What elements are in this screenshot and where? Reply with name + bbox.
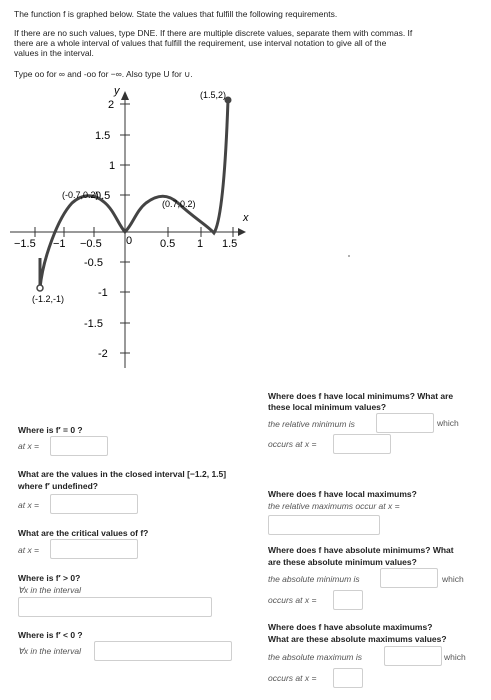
problem-line-1: The function f is graphed below. State the values that fulfill the following requirements. (14, 9, 338, 19)
q-critical-at: at x = (18, 545, 40, 555)
function-graph (0, 78, 260, 378)
q-abs-min-title-1: Where does f have absolute minimums? What (268, 545, 454, 555)
x-tick-label: 1.5 (222, 238, 238, 250)
y-tick-label: 2 (108, 99, 115, 111)
abs-max-x-input[interactable] (333, 668, 363, 688)
y-tick-label: -1 (98, 287, 108, 299)
point-label: (1.5,2) (200, 90, 227, 100)
problem-line-3: there are a whole interval of values that fulfill the requirement, use interval notation to give all of the (14, 38, 387, 48)
x-tick-label: −1.5 (14, 238, 36, 250)
q-local-min-title-2: these local minimum values? (268, 402, 387, 412)
decreasing-input[interactable] (94, 641, 232, 661)
y-tick-label: -1.5 (84, 318, 103, 330)
abs-min-x-input[interactable] (333, 590, 363, 610)
problem-line-4: values in the interval. (14, 48, 94, 58)
abs-max-value-input[interactable] (384, 646, 442, 666)
x-tick-label: 0 (126, 235, 133, 247)
point-label: (-1.2,-1) (32, 294, 65, 304)
x-tick-label: 1 (197, 238, 204, 250)
q-local-min-line: the relative minimum is (268, 419, 355, 429)
x-tick-label: −1 (53, 238, 66, 250)
local-max-input[interactable] (268, 515, 380, 535)
fprime-zero-input[interactable] (50, 436, 108, 456)
q-abs-min-title-2: are these absolute minimum values? (268, 557, 417, 567)
q-local-max-line: the relative maximums occur at x = (268, 501, 400, 511)
q-abs-min-which: which (442, 574, 464, 584)
type-hint: Type oo for ∞ and -oo for −∞. Also type U for ∪. (14, 69, 193, 79)
point-label: (0.7,0.2) (162, 199, 196, 209)
local-min-value-input[interactable] (376, 413, 434, 433)
q-abs-max-occurs: occurs at x = (268, 673, 317, 683)
q-fprime-zero-title: Where is f′ = 0 ? (18, 425, 83, 435)
open-endpoint (37, 285, 43, 291)
q-local-max-title: Where does f have local maximums? (268, 489, 417, 499)
q-decreasing-sub: ∀x in the interval (18, 646, 81, 656)
q-increasing-sub: ∀x in the interval (18, 585, 81, 595)
local-min-x-input[interactable] (333, 434, 391, 454)
x-tick-label: 0.5 (160, 238, 176, 250)
q-abs-max-line: the absolute maximum is (268, 652, 363, 662)
x-axis-arrow (238, 228, 246, 236)
q-abs-max-which: which (444, 652, 466, 662)
y-tick-label: 0.5 (95, 190, 111, 202)
critical-input[interactable] (50, 539, 138, 559)
q-increasing-title: Where is f′ > 0? (18, 573, 81, 583)
q-abs-min-occurs: occurs at x = (268, 595, 317, 605)
q-decreasing-title: Where is f′ < 0 ? (18, 630, 83, 640)
q-local-min-occurs: occurs at x = (268, 439, 317, 449)
q-undefined-title-2: where f′ undefined? (18, 481, 98, 491)
y-tick-label: -0.5 (84, 257, 103, 269)
x-tick-label: −0.5 (80, 238, 102, 250)
q-undefined-title-1: What are the values in the closed interval [−1.2, 1.5] (18, 469, 227, 479)
q-abs-max-title-1: Where does f have absolute maximums? (268, 622, 433, 632)
x-axis-label: x (243, 212, 249, 224)
q-local-min-title-1: Where does f have local minimums? What are (268, 391, 454, 401)
q-local-min-which: which (437, 418, 459, 428)
y-axis-arrow (121, 91, 129, 100)
point-label: (-0.7,0.2) (62, 190, 99, 200)
q-critical-title: What are the critical values of f? (18, 528, 149, 538)
y-axis-label: y (114, 85, 120, 97)
y-tick-label: -2 (98, 348, 108, 360)
y-tick-label: 1.5 (95, 130, 111, 142)
abs-min-value-input[interactable] (380, 568, 438, 588)
problem-line-2: If there are no such values, type DNE. If there are multiple discrete values, separate them with commas. If (14, 28, 413, 38)
undefined-input[interactable] (50, 494, 138, 514)
y-tick-label: 1 (109, 160, 116, 172)
stray-dot (348, 255, 350, 257)
q-abs-max-title-2: What are these absolute maximums values? (268, 634, 447, 644)
q-fprime-zero-at: at x = (18, 441, 40, 451)
q-abs-min-line: the absolute minimum is (268, 574, 360, 584)
q-undefined-at: at x = (18, 500, 40, 510)
increasing-input[interactable] (18, 597, 212, 617)
